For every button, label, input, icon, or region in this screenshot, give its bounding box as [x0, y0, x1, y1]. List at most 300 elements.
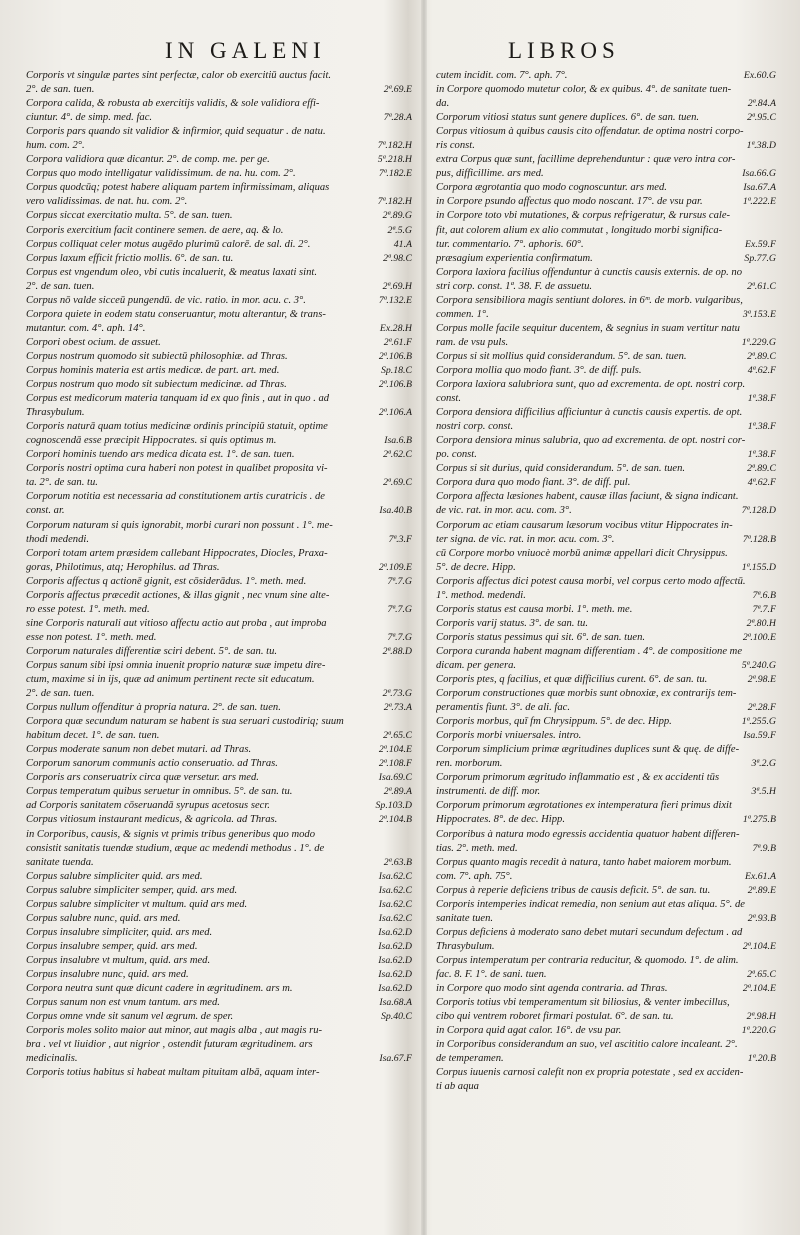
- entry-text: Corporis status est causa morbi. 1°. meth. me.: [436, 603, 633, 615]
- entry-text: Corporis moles solito maior aut minor, aut magis alba , aut magis ru-: [26, 1025, 323, 1037]
- entry-text: 5°. de decre. Hipp.: [436, 561, 516, 573]
- entry-text: Corpus insalubre nunc, quid. ars med.: [26, 969, 189, 980]
- entry-text: vero validissimas. de nat. hu. com. 2°.: [26, 196, 188, 208]
- entry-reference: 1ª.275.B: [742, 814, 776, 826]
- entry-text: in Corpore quomodo mutetur color, & ex quibus. 4°. de sanitate tuen-: [436, 84, 732, 96]
- index-entry: [436, 799, 776, 813]
- entry-text: in Corporibus, causis, & signis vt primis tribus generibus quo modo: [26, 828, 315, 840]
- index-entry: [436, 982, 776, 996]
- entry-text: thodi medendi.: [26, 533, 89, 545]
- entry-text: Corporum notitia est necessaria ad constitutionem artis curatricis . de: [26, 491, 325, 503]
- index-entry: [436, 434, 776, 448]
- entry-text: Corpora laxiora facilius offenduntur à cunctis causis externis. de op. no: [436, 266, 743, 278]
- entry-reference: 2ª.61.F: [383, 336, 412, 348]
- entry-text: Corpus deficiens à moderato sano debet mutari secundum defectum . ad: [436, 926, 743, 938]
- index-entry: [436, 350, 776, 364]
- index-entry: [436, 940, 776, 954]
- index-entry: [436, 378, 776, 392]
- entry-text: Corpus à reperie deficiens tribus de causis deficit. 5°. de san. tu.: [436, 884, 711, 896]
- index-entry: [26, 1024, 412, 1038]
- entry-reference: 1ª.38.F: [747, 421, 776, 433]
- index-entry: [436, 448, 776, 462]
- entry-text: in Corpora quid agat calor. 16°. de vsu par.: [436, 1025, 622, 1037]
- entry-text: hum. com. 2°.: [26, 140, 85, 152]
- index-entry: [26, 757, 412, 771]
- entry-reference: 2ª.95.C: [747, 112, 776, 124]
- entry-reference: 7ª.7.G: [387, 631, 412, 643]
- entry-text: Corpus est vngendum oleo, vbi cutis incaluerit, & meatus laxati sint.: [26, 266, 318, 278]
- entry-text: 2°. de san. tuen.: [26, 84, 95, 96]
- entry-text: Corporis naturā quam totius medicinæ ordinis principiū statuit, optime: [26, 421, 328, 433]
- index-entry: [26, 476, 412, 490]
- entry-reference: Sp.77.G: [744, 252, 776, 264]
- index-entry: [26, 547, 412, 561]
- entry-text: Corpus quodcūq; potest habere aliquam partem infirmissimam, aliquas: [26, 182, 330, 194]
- entry-text: Hippocrates. 8°. de dec. Hipp.: [436, 814, 565, 826]
- entry-reference: 2ª.5.G: [387, 224, 412, 236]
- index-entry: [436, 996, 776, 1010]
- index-entry: [26, 448, 412, 462]
- index-entry: [26, 462, 412, 476]
- entry-reference: Isa.66.G: [742, 168, 776, 180]
- entry-text: Corporis totius habitus si habeat multam pituitam albā, aquam inter-: [26, 1067, 320, 1079]
- entry-text: cibo qui ventrem roboret firmari postulat. 6°. de san. tu.: [436, 1011, 674, 1023]
- index-entry: [26, 799, 412, 813]
- index-entry: [436, 603, 776, 617]
- entry-reference: Isa.62.D: [378, 954, 412, 966]
- index-entry: [436, 209, 776, 223]
- index-entry: [436, 715, 776, 729]
- index-entry: [26, 322, 412, 336]
- entry-reference: 2ª.98.C: [383, 252, 412, 264]
- index-entry: [26, 940, 412, 954]
- entry-text: Corpus si sit mollius quid considerandum. 5°. de san. tuen.: [436, 350, 687, 362]
- index-entry: [436, 238, 776, 252]
- entry-text: Corpus nostrum quo modo sit subiectum medicinæ. ad Thras.: [26, 379, 287, 391]
- entry-reference: 3ª.5.H: [751, 786, 776, 798]
- entry-text: Corpus est medicorum materia tanquam id ex quo finis , aut in quo . ad: [26, 393, 330, 405]
- index-entry: [436, 280, 776, 294]
- entry-reference: 2ª.89.G: [382, 210, 412, 222]
- entry-text: Corpus hominis materia est artis medicæ. de part. art. med.: [26, 364, 280, 376]
- entry-reference: 2ª.106.B: [378, 379, 412, 391]
- index-entry: [436, 1080, 776, 1094]
- entry-text: Corporis pars quando sit validior & infirmior, quid sequatur . de natu.: [26, 126, 326, 138]
- entry-text: Corporum primorum ægritudo inflammatio est , & ex accidenti tūs: [436, 772, 720, 784]
- entry-text: Corporis vt singulæ partes sint perfectæ, calor ob exercitiū auctus facit.: [26, 70, 332, 81]
- index-entry: [26, 926, 412, 940]
- index-entry: [26, 645, 412, 659]
- entry-reference: 2ª.69.C: [383, 477, 412, 489]
- index-entry: [436, 490, 776, 504]
- index-entry: [436, 519, 776, 533]
- entry-reference: 2ª.104.E: [742, 940, 776, 952]
- entry-reference: Isa.62.D: [378, 926, 412, 938]
- entry-reference: 7ª.182.E: [378, 168, 412, 180]
- index-entry: [26, 209, 412, 223]
- entry-reference: 2ª.98.E: [747, 674, 776, 686]
- entry-text: tias. 2°. meth. med.: [436, 842, 518, 854]
- entry-text: fac. 8. F. 1°. de sani. tuen.: [436, 969, 547, 980]
- entry-reference: Isa.67.F: [379, 1053, 412, 1065]
- index-entry: [436, 181, 776, 195]
- entry-text: in Corpore quo modo sint agenda contraria. ad Thras.: [436, 983, 668, 995]
- index-entry: [26, 434, 412, 448]
- entry-text: ciuntur. 4°. de simp. med. fac.: [26, 112, 153, 124]
- entry-text: Corpus salubre nunc, quid. ars med.: [26, 912, 181, 924]
- entry-text: cutem incidit. com. 7°. aph. 7°.: [436, 70, 568, 81]
- entry-reference: 1ª.255.G: [741, 716, 776, 728]
- index-entry: [436, 195, 776, 209]
- entry-text: Corporum ac etiam causarum læsorum vocibus vtitur Hippocrates in-: [436, 519, 733, 531]
- entry-reference: 2ª.89.C: [747, 463, 776, 475]
- index-entry: [436, 729, 776, 743]
- entry-text: cū Corpore morbo vniuocè morbū animæ appellari dicit Chrysippus.: [436, 547, 728, 559]
- entry-text: Corpora mollia quo modo fiant. 3°. de diff. puls.: [436, 364, 642, 376]
- index-entry: [436, 631, 776, 645]
- index-entry: [26, 252, 412, 266]
- entry-text: Corpus insalubre vt multum, quid. ars med.: [26, 954, 211, 966]
- entry-text: Corpora quæ secundum naturam se habent is sua seruari custodiriq; suum: [26, 716, 344, 728]
- entry-text: peramentis fiunt. 3°. de ali. fac.: [436, 702, 570, 714]
- entry-text: Corpora sensibiliora magis sentiunt dolores. in 6ᵐ. de morb. vulgaribus,: [436, 294, 743, 306]
- entry-text: Corpus salubre simpliciter vt multum. quid ars med.: [26, 898, 248, 910]
- left-index-column: [26, 69, 412, 1209]
- entry-text: Corpus si sit durius, quid considerandum. 5°. de san. tuen.: [436, 463, 686, 475]
- entry-reference: 1ª.38.F: [747, 449, 776, 461]
- index-entry: [26, 561, 412, 575]
- entry-reference: Ex.60.G: [743, 70, 776, 81]
- entry-text: Corpus omne vnde sit sanum vel ægrum. de sper.: [26, 1011, 234, 1023]
- entry-text: consistit sanitatis tuendæ studium, æque ac medendi methodus . 1°. de: [26, 842, 325, 854]
- entry-reference: 2ª.69.H: [382, 280, 412, 292]
- entry-reference: Isa.6.B: [384, 435, 412, 447]
- entry-reference: Sp.103.D: [375, 800, 412, 812]
- entry-text: instrumenti. de diff. mor.: [436, 786, 541, 798]
- entry-text: Corpora validiora quæ dicantur. 2°. de comp. me. per ge.: [26, 154, 270, 166]
- entry-reference: Isa.40.B: [379, 505, 412, 517]
- entry-text: Corpus laxum efficit frictio mollis. 6°. de san. tu.: [26, 252, 234, 264]
- index-entry: [26, 617, 412, 631]
- entry-text: tur. commentario. 7°. aphoris. 60°.: [436, 238, 584, 250]
- index-entry: [26, 533, 412, 547]
- index-entry: [436, 617, 776, 631]
- entry-text: Corporis morbi vniuersales. intro.: [436, 730, 582, 742]
- entry-reference: 7ª.28.A: [383, 112, 412, 124]
- index-entry: [436, 83, 776, 97]
- entry-text: com. 7°. aph. 75°.: [436, 870, 513, 882]
- index-entry: [436, 504, 776, 518]
- index-entry: [26, 996, 412, 1010]
- index-entry: [26, 673, 412, 687]
- entry-text: dicam. per genera.: [436, 659, 517, 671]
- entry-reference: 2ª.80.H: [746, 617, 776, 629]
- entry-text: Corporis ptes, q facilius, et quæ difficilius curent. 6°. de san. tu.: [436, 674, 708, 686]
- entry-reference: Sp.40.C: [380, 1011, 412, 1023]
- entry-text: Corporis morbus, quī fm Chrysippum. 5°. de dec. Hipp.: [436, 716, 672, 728]
- entry-text: Corpora ægrotantia quo modo cognoscuntur. ars med.: [436, 182, 667, 194]
- entry-reference: 5ª.240.G: [741, 659, 776, 671]
- entry-reference: 7ª.3.F: [388, 533, 412, 545]
- index-entry: [436, 111, 776, 125]
- entry-text: Corporis intemperies indicat remedia, non senium aut etas aliqua. 5°. de: [436, 898, 745, 910]
- entry-reference: 7ª.7.G: [387, 575, 412, 587]
- index-entry: [436, 252, 776, 266]
- entry-text: nostri corp. const.: [436, 421, 514, 433]
- entry-reference: Ex.28.H: [379, 322, 412, 334]
- index-entry: [436, 322, 776, 336]
- entry-text: Corpori totam artem præsidem callebant Hippocrates, Diocles, Praxa-: [26, 547, 328, 559]
- entry-reference: 7ª.9.B: [752, 842, 776, 854]
- entry-text: Corpora densiora difficilius afficiuntur à cunctis causis expertis. de opt.: [436, 407, 743, 419]
- entry-reference: Isa.62.C: [378, 884, 412, 896]
- entry-text: da.: [436, 98, 450, 110]
- index-entry: [436, 954, 776, 968]
- index-entry: [26, 912, 412, 926]
- index-entry: [26, 153, 412, 167]
- entry-reference: 7ª.132.E: [378, 294, 412, 306]
- index-entry: [26, 659, 412, 673]
- index-entry: [26, 181, 412, 195]
- index-entry: [26, 69, 412, 83]
- entry-reference: 1ª.155.D: [741, 561, 776, 573]
- entry-reference: 2ª.61.C: [747, 280, 776, 292]
- index-entry: [436, 1066, 776, 1080]
- index-entry: [436, 153, 776, 167]
- entry-text: Corpora affecta læsiones habent, causæ illas faciunt, & signa indicant.: [436, 491, 739, 503]
- entry-text: ter signa. de vic. rat. in mor. acu. com. 3°.: [436, 533, 615, 545]
- entry-text: Corporis affectus dici potest causa morbi, vel corpus certo modo affectū.: [436, 575, 746, 587]
- entry-text: Corpus vitiosum à quibus causis cito offendatur. de optima nostri corpo-: [436, 126, 744, 138]
- entry-text: Thrasybulum.: [26, 407, 85, 419]
- entry-text: commen. 1°.: [436, 308, 489, 320]
- index-entry: [436, 547, 776, 561]
- entry-text: Corporis totius vbi temperamentum sit biliosius, & venter imbecillus,: [436, 997, 730, 1009]
- entry-text: Corpus insalubre semper, quid. ars med.: [26, 940, 198, 952]
- entry-text: in Corpore toto vbi mutationes, & corpus refrigeratur, & rursus cale-: [436, 210, 731, 222]
- index-entry: [26, 842, 412, 856]
- entry-text: const.: [436, 393, 462, 405]
- index-entry: [436, 828, 776, 842]
- entry-text: Corporum vitiosi status sunt genere duplices. 6°. de san. tuen.: [436, 112, 700, 124]
- entry-text: ro esse potest. 1°. meth. med.: [26, 603, 150, 615]
- entry-reference: 3ª.153.E: [742, 308, 776, 320]
- index-entry: [26, 167, 412, 181]
- entry-reference: 1ª.220.G: [741, 1025, 776, 1037]
- entry-text: de vic. rat. in mor. acu. com. 3°.: [436, 505, 572, 517]
- index-entry: [26, 884, 412, 898]
- entry-reference: 1ª.229.G: [741, 336, 776, 348]
- entry-reference: 5ª.218.H: [377, 154, 412, 166]
- entry-reference: 7ª.128.B: [742, 533, 776, 545]
- entry-text: Corpus molle facile sequitur ducentem, & segnius in suam vertitur natu: [436, 322, 740, 334]
- index-entry: [26, 982, 412, 996]
- entry-text: Corpus moderate sanum non debet mutari. ad Thras.: [26, 744, 252, 756]
- index-entry: [436, 420, 776, 434]
- index-entry: [26, 898, 412, 912]
- entry-text: 2°. de san. tuen.: [26, 280, 95, 292]
- index-entry: [436, 589, 776, 603]
- entry-reference: 2ª.98.H: [746, 1011, 776, 1023]
- entry-reference: Isa.62.D: [378, 983, 412, 995]
- entry-text: Corporis varij status. 3°. de san. tu.: [436, 617, 588, 629]
- entry-reference: Isa.69.C: [378, 772, 412, 784]
- index-entry: [436, 1010, 776, 1024]
- entry-reference: 2ª.88.D: [382, 645, 412, 657]
- index-entry: [26, 420, 412, 434]
- index-entry: [436, 785, 776, 799]
- index-entry: [26, 729, 412, 743]
- entry-reference: 1ª.20.B: [747, 1053, 776, 1065]
- index-entry: [26, 1010, 412, 1024]
- entry-text: Corpus quanto magis recedit à natura, tanto habet maiorem morbum.: [436, 856, 732, 868]
- entry-text: medicinalis.: [26, 1053, 78, 1065]
- entry-reference: 2ª.106.B: [378, 350, 412, 362]
- index-entry: [436, 294, 776, 308]
- entry-reference: Isa.68.A: [379, 997, 412, 1009]
- entry-reference: 7ª.182.H: [377, 196, 412, 208]
- entry-text: Corpus intemperatum per contraria reducitur, & quomodo. 1°. de alim.: [436, 954, 739, 966]
- entry-text: Corpus salubre simpliciter quid. ars med.: [26, 870, 203, 882]
- entry-text: Corporis status pessimus qui sit. 6°. de san. tuen.: [436, 631, 646, 643]
- entry-reference: 2ª.106.A: [378, 407, 412, 419]
- entry-text: Thrasybulum.: [436, 940, 495, 952]
- index-entry: [26, 575, 412, 589]
- entry-text: sanitate tuenda.: [26, 856, 94, 868]
- index-entry: [26, 813, 412, 827]
- entry-text: bra . vel vt liuidior , aut nigrior , ostendit futuram ægritudinem. ars: [26, 1039, 313, 1051]
- index-entry: [436, 462, 776, 476]
- entry-reference: 2ª.104.E: [742, 983, 776, 995]
- entry-reference: 2ª.104.E: [378, 744, 412, 756]
- index-entry: [26, 224, 412, 238]
- entry-text: Corporis affectus præcedit actiones, & illas gignit , nec vnum sine alte-: [26, 589, 330, 601]
- entry-text: cognoscendā esse præcipit Hippocrates. si quis optimus m.: [26, 435, 277, 447]
- entry-reference: 7ª.182.H: [377, 140, 412, 152]
- entry-reference: 7ª.128.D: [741, 505, 776, 517]
- index-entry: [436, 842, 776, 856]
- index-entry: [436, 926, 776, 940]
- index-entry: [436, 659, 776, 673]
- entry-text: Corpus nō valde sicceū pungendū. de vic. ratio. in mor. acu. c. 3°.: [26, 294, 306, 306]
- index-entry: [26, 350, 412, 364]
- index-entry: [26, 336, 412, 350]
- entry-text: Corpori hominis tuendo ars medica dicata est. 1°. de san. tuen.: [26, 449, 295, 461]
- entry-text: 1°. method. medendi.: [436, 589, 526, 601]
- entry-reference: 2ª.62.C: [383, 449, 412, 461]
- index-entry: [26, 743, 412, 757]
- entry-reference: Ex.59.F: [744, 238, 776, 250]
- index-entry: [436, 870, 776, 884]
- index-entry: [26, 828, 412, 842]
- entry-text: mutantur. com. 4°. aph. 14°.: [26, 322, 146, 334]
- entry-text: sine Corporis naturali aut vitioso affectu actio aut proba , aut improba: [26, 617, 327, 629]
- entry-text: Corpus nostrum quomodo sit subiectū philosophiæ. ad Thras.: [26, 350, 288, 362]
- index-entry: [436, 673, 776, 687]
- entry-reference: 4ª.62.F: [747, 364, 776, 376]
- index-entry: [26, 1052, 412, 1066]
- entry-reference: Isa.67.A: [743, 182, 776, 194]
- book-gutter: [421, 0, 427, 1235]
- entry-reference: 2ª.93.B: [747, 912, 776, 924]
- entry-reference: Isa.62.C: [378, 898, 412, 910]
- index-entry: [26, 280, 412, 294]
- entry-text: Corpora laxiora salubriora sunt, quo ad excrementa. de opt. nostri corp.: [436, 379, 746, 391]
- index-entry: [436, 701, 776, 715]
- entry-text: ctum, maxime si in ijs, quæ ad animum pertinent recte sit educatum.: [26, 674, 315, 686]
- right-index-column: [436, 69, 776, 1209]
- entry-text: Corporis exercitium facit continere semen. de aere, aq. & lo.: [26, 224, 284, 236]
- entry-text: Corpus iuuenis carnosi calefit non ex propria potestate , sed ex acciden-: [436, 1067, 744, 1079]
- entry-text: ta. 2°. de san. tu.: [26, 477, 98, 489]
- entry-reference: 2ª.63.B: [383, 856, 412, 868]
- entry-reference: 2ª.104.B: [378, 814, 412, 826]
- entry-text: extra Corpus quæ sunt, facillime deprehenduntur : quæ vero intra cor-: [436, 154, 736, 166]
- entry-text: Corpus siccat exercitatio multa. 5°. de san. tuen.: [26, 210, 233, 222]
- entry-reference: Isa.59.F: [743, 730, 776, 742]
- entry-reference: 2ª.89.E: [747, 884, 776, 896]
- index-entry: [436, 308, 776, 322]
- index-entry: [26, 392, 412, 406]
- index-entry: [26, 125, 412, 139]
- index-entry: [26, 238, 412, 252]
- entry-text: Corpora quiete in eodem statu conseruantur, motu alterantur, & trans-: [26, 308, 326, 320]
- entry-reference: 2ª.65.C: [383, 730, 412, 742]
- entry-text: de temperamen.: [436, 1053, 504, 1065]
- entry-reference: 3ª.2.G: [751, 758, 776, 770]
- entry-text: Corpus salubre simpliciter semper, quid. ars med.: [26, 884, 238, 896]
- entry-reference: 2ª.69.E: [383, 84, 412, 96]
- entry-text: Corporum naturam si quis ignorabit, morbi curari non possunt . 1°. me-: [26, 519, 333, 531]
- entry-text: ti ab aqua: [436, 1081, 479, 1093]
- index-entry: [26, 308, 412, 322]
- entry-reference: 2ª.73.G: [382, 688, 412, 700]
- entry-reference: 4ª.62.F: [747, 477, 776, 489]
- index-entry: [436, 364, 776, 378]
- entry-reference: 2ª.89.C: [747, 350, 776, 362]
- entry-text: Corpora densiora minus salubria, quo ad excrementa. de opt. nostri cor-: [436, 435, 746, 447]
- entry-text: Corporum primorum ægrotationes ex intemperatura fieri primus dixit: [436, 800, 732, 812]
- index-entry: [26, 364, 412, 378]
- index-entry: [436, 856, 776, 870]
- entry-text: Corpora curanda habent magnam differentiam . 4°. de compositione me: [436, 645, 743, 657]
- index-entry: [26, 631, 412, 645]
- entry-text: Corpus colliquat celer motus augēdo plurimū calorē. de sal. di. 2°.: [26, 238, 311, 250]
- index-entry: [26, 1066, 412, 1080]
- index-entry: [26, 378, 412, 392]
- entry-text: Corpori obest ocium. de assuet.: [26, 336, 161, 348]
- entry-text: esse non potest. 1°. meth. med.: [26, 631, 157, 643]
- index-entry: [26, 111, 412, 125]
- entry-text: Corporis nostri optima cura haberi non potest in qualibet proposita vi-: [26, 463, 328, 475]
- entry-reference: Isa.62.D: [378, 969, 412, 980]
- entry-reference: Isa.62.D: [378, 940, 412, 952]
- entry-text: ad Corporis sanitatem cōseruandā syrupus acetosus secr.: [26, 800, 270, 812]
- index-entry: [436, 406, 776, 420]
- entry-text: fit, aut colorem alium ex alio commutat , longitudo morbi significa-: [436, 224, 723, 236]
- index-entry: [436, 69, 776, 83]
- entry-reference: Isa.62.C: [378, 912, 412, 924]
- index-entry: [26, 785, 412, 799]
- index-entry: [436, 757, 776, 771]
- entry-text: Corpus insalubre simpliciter, quid. ars med.: [26, 926, 213, 938]
- index-entry: [436, 561, 776, 575]
- entry-text: pus, difficillime. ars med.: [436, 168, 544, 180]
- entry-text: ris const.: [436, 140, 475, 152]
- entry-reference: 2ª.100.E: [742, 631, 776, 643]
- index-entry: [436, 97, 776, 111]
- index-entry: [436, 743, 776, 757]
